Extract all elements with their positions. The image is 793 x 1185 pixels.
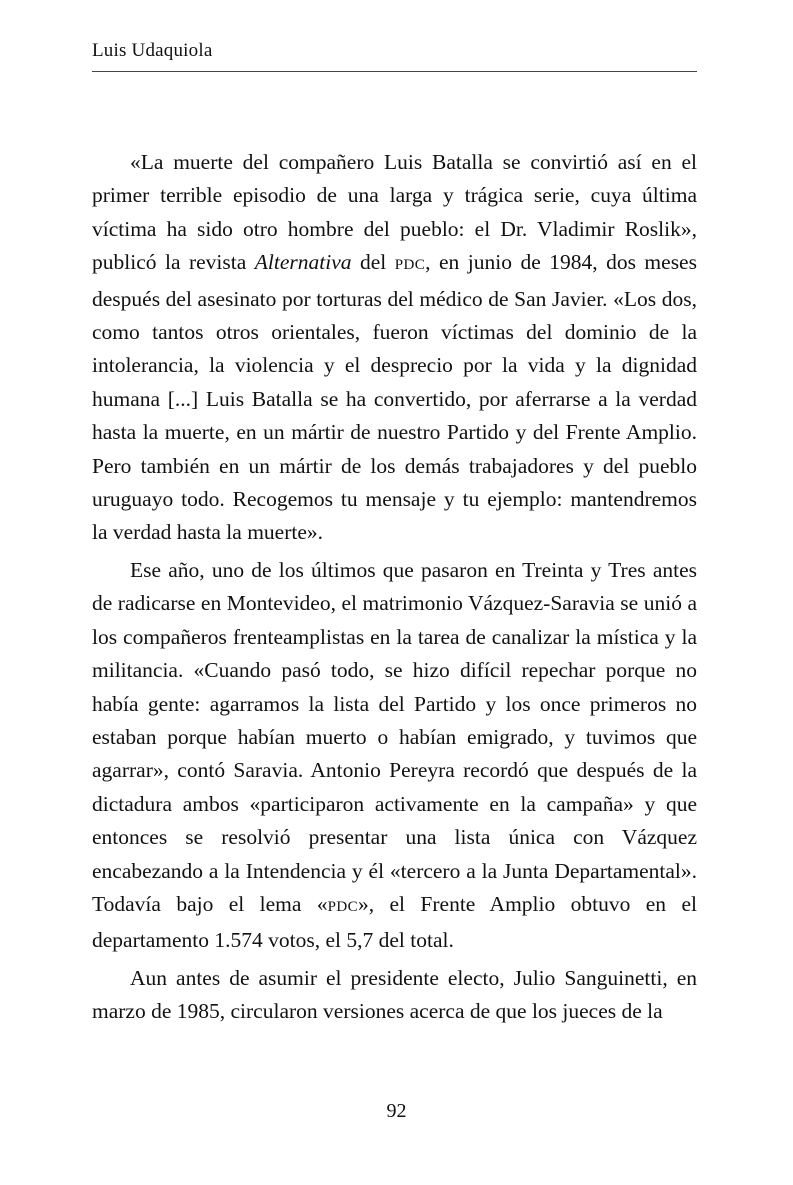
paragraph-1-text-b: del [351,250,395,275]
paragraph-1-text-c: , en junio de 1984, dos meses después del asesinato por torturas del médico de San Javier. «Los dos, como tantos otros orientales, fueron víctimas del dominio de la intolerancia, la violencia y el desprecio por la vida y la dignidad humana [...] Luis Batalla se ha convertido, por aferrarse a la verdad hasta la muerte, en un mártir de nuestro Partido y del Frente Amplio. Pero también en un mártir de los demás trabajadores y del pueblo uruguayo todo. Recogemos tu mensaje y tu ejemplo: mantendremos la verdad hasta la muerte». [92,250,697,545]
acronym-pdc-2: PDC [327,898,358,915]
paragraph-2 [92,554,697,958]
paragraph-2-text-a: Ese año, uno de los últimos que pasaron en Treinta y Tres antes de radicarse en Montevideo, el matrimonio Vázquez-Saravia se unió a los compañeros frenteamplistas en la tarea de canalizar la mística y la militancia. «Cuando pasó todo, se hizo difícil repechar porque no había gente: agarramos la lista del Partido y los once primeros no estaban porque habían muerto o habían emigrado, y tuvimos que agarrar», contó Saravia. Antonio Pereyra recordó que después de la dictadura ambos «participaron activamente en la campaña» y que entonces se resolvió presentar una lista única con Vázquez encabezando a la Intendencia y él «tercero a la Junta Departamental». Todavía bajo el lema « [92,557,697,916]
paragraph-1 [92,146,697,550]
body-text [92,146,697,1029]
paragraph-3 [92,962,697,1029]
acronym-pdc: PDC [394,257,426,274]
page-number: 92 [386,1100,407,1122]
paragraph-3-text: Aun antes de asumir el presidente electo, Julio Sanguinetti, en marzo de 1985, circularon versiones acerca de que los jueces de la [92,965,697,1024]
magazine-title: Alternativa [254,250,352,275]
header-rule [92,71,697,72]
paragraph-2-text-b: », el Frente Amplio obtuvo en el departamento 1.574 votos, el 5,7 del total. [92,891,697,953]
running-head: Luis Udaquiola [92,40,213,61]
paragraph-1-text-a: «La muerte del compañero Luis Batalla se convirtió así en el primer terrible episodio de una larga y trágica serie, cuya última víctima ha sido otro hombre del pueblo: el Dr. Vladimir Roslik», publicó la revista [92,150,697,275]
